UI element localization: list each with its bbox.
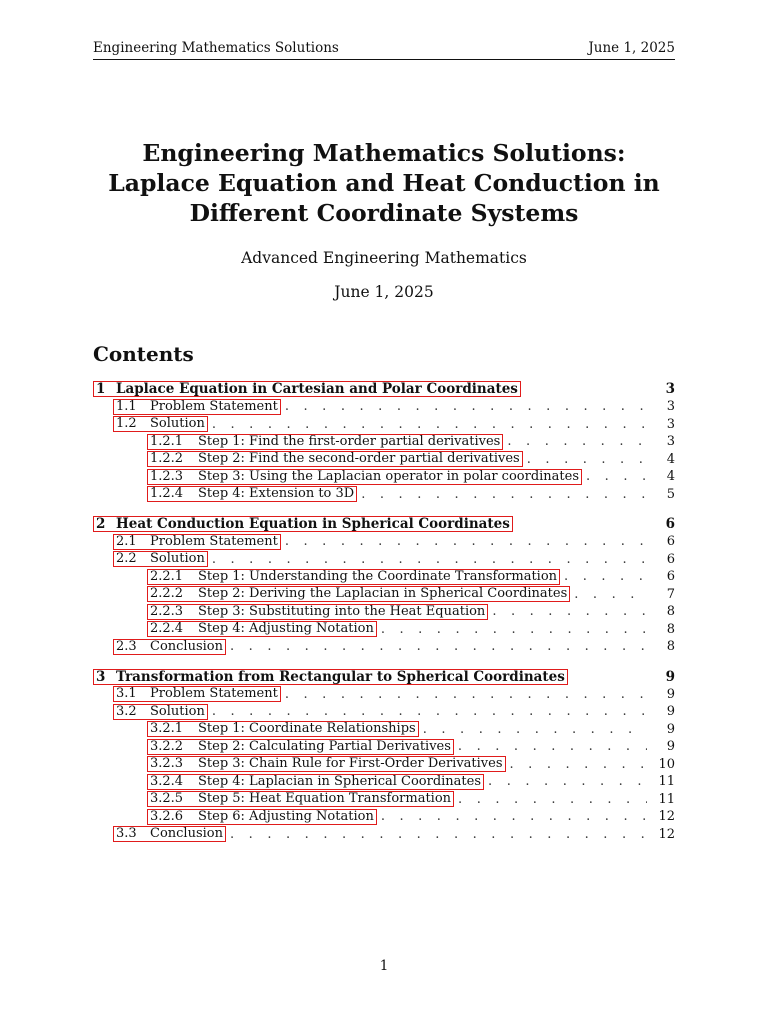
document-date: June 1, 2025 bbox=[334, 283, 434, 301]
dot-leader bbox=[527, 452, 647, 467]
toc-title: Transformation from Rectangular to Spherical Coordinates bbox=[116, 668, 565, 685]
toc-page-number: 5 bbox=[666, 486, 675, 502]
toc-page-number: 9 bbox=[666, 686, 675, 702]
toc-title: Step 3: Chain Rule for First-Order Derivatives bbox=[198, 756, 503, 772]
header-title: Engineering Mathematics Solutions bbox=[93, 40, 339, 56]
toc-page-number: 4 bbox=[666, 451, 675, 467]
toc-number: 3.1 bbox=[116, 686, 137, 702]
toc-number: 1.2.1 bbox=[150, 433, 184, 449]
toc-number: 2.2.1 bbox=[150, 568, 184, 584]
toc-section-entry bbox=[93, 703, 675, 721]
toc-title: Step 4: Adjusting Notation bbox=[198, 621, 374, 637]
toc-page-number: 6 bbox=[665, 516, 675, 532]
toc-section-entry bbox=[93, 638, 675, 656]
document-title bbox=[93, 138, 675, 228]
toc-page-number: 12 bbox=[658, 809, 675, 825]
dot-leader bbox=[564, 569, 647, 584]
toc-number: 3.2 bbox=[116, 703, 137, 719]
toc-page-number: 6 bbox=[666, 534, 675, 550]
dot-leader bbox=[285, 399, 647, 414]
toc-number: 1.2.4 bbox=[150, 486, 184, 502]
toc-link[interactable] bbox=[147, 774, 484, 790]
toc-page-number: 8 bbox=[666, 621, 675, 637]
toc-title: Step 1: Understanding the Coordinate Transformation bbox=[198, 568, 558, 584]
author: Advanced Engineering Mathematics bbox=[241, 249, 527, 267]
toc-link[interactable] bbox=[113, 551, 208, 567]
running-header bbox=[93, 40, 675, 60]
toc-title: Step 1: Coordinate Relationships bbox=[198, 721, 416, 737]
toc-subsection-entry bbox=[93, 773, 675, 791]
header-date: June 1, 2025 bbox=[588, 40, 675, 56]
toc-page-number: 6 bbox=[666, 569, 675, 585]
toc-link[interactable] bbox=[147, 621, 377, 637]
toc-section-entry bbox=[93, 826, 675, 844]
toc-title: Problem Statement bbox=[150, 686, 278, 702]
toc-number: 2.2.4 bbox=[150, 621, 184, 637]
toc-link[interactable] bbox=[113, 686, 281, 702]
toc-page-number: 8 bbox=[666, 639, 675, 655]
toc-link[interactable] bbox=[147, 586, 570, 602]
toc-title: Solution bbox=[150, 703, 205, 719]
toc-page-number: 9 bbox=[666, 721, 675, 737]
toc-page-number: 4 bbox=[666, 469, 675, 485]
toc-number: 3.2.2 bbox=[150, 738, 184, 754]
toc-page-number: 9 bbox=[665, 668, 675, 685]
toc-title: Step 4: Laplacian in Spherical Coordinates bbox=[198, 773, 482, 789]
toc-link[interactable] bbox=[113, 416, 208, 432]
toc-link[interactable] bbox=[147, 486, 357, 502]
toc-title: Step 1: Find the first-order partial derivatives bbox=[198, 433, 501, 449]
dot-leader bbox=[458, 792, 647, 807]
toc-link[interactable] bbox=[147, 569, 560, 585]
toc-section-entry bbox=[93, 416, 675, 434]
dot-leader bbox=[285, 534, 647, 549]
toc-number: 1 bbox=[96, 381, 106, 397]
toc-link[interactable] bbox=[113, 826, 226, 842]
toc-subsection-entry bbox=[93, 621, 675, 639]
contents-heading: Contents bbox=[93, 342, 194, 366]
toc-subsection-entry bbox=[93, 486, 675, 504]
toc-number: 3.2.1 bbox=[150, 721, 184, 737]
toc-link[interactable] bbox=[93, 516, 513, 532]
toc-page-number: 10 bbox=[658, 756, 675, 772]
toc-page-number: 9 bbox=[666, 739, 675, 755]
toc-subsection-entry bbox=[93, 568, 675, 586]
toc-subsection-entry bbox=[93, 451, 675, 469]
toc-page-number: 6 bbox=[666, 551, 675, 567]
dot-leader bbox=[574, 587, 647, 602]
toc-page-number: 3 bbox=[666, 399, 675, 415]
dot-leader bbox=[381, 622, 647, 637]
toc-section-entry bbox=[93, 398, 675, 416]
toc-number: 2.1 bbox=[116, 533, 137, 549]
toc-link[interactable] bbox=[147, 604, 488, 620]
toc-subsection-entry bbox=[93, 791, 675, 809]
toc-link[interactable] bbox=[147, 809, 377, 825]
toc-chapter-entry bbox=[93, 515, 675, 533]
toc-section-entry bbox=[93, 686, 675, 704]
dot-leader bbox=[488, 774, 647, 789]
table-of-contents bbox=[93, 380, 675, 843]
toc-page-number: 11 bbox=[658, 791, 675, 807]
toc-number: 2.2.3 bbox=[150, 603, 184, 619]
dot-leader bbox=[458, 739, 647, 754]
toc-page-number: 12 bbox=[658, 826, 675, 842]
dot-leader bbox=[586, 469, 647, 484]
toc-title: Step 3: Using the Laplacian operator in polar coordinates bbox=[198, 468, 580, 484]
toc-title: Laplace Equation in Cartesian and Polar Coordinates bbox=[116, 381, 518, 397]
toc-number: 2.3 bbox=[116, 638, 137, 654]
toc-number: 1.2.3 bbox=[150, 468, 184, 484]
toc-number: 3.2.6 bbox=[150, 808, 184, 824]
toc-title: Step 2: Deriving the Laplacian in Spherical Coordinates bbox=[198, 586, 568, 602]
toc-title: Heat Conduction Equation in Spherical Coordinates bbox=[116, 516, 510, 532]
title-line: Engineering Mathematics Solutions: bbox=[142, 139, 626, 167]
toc-subsection-entry bbox=[93, 433, 675, 451]
toc-title: Step 2: Find the second-order partial derivatives bbox=[198, 451, 520, 467]
toc-section-entry bbox=[93, 533, 675, 551]
toc-page-number: 3 bbox=[665, 381, 675, 397]
toc-page-number: 3 bbox=[666, 416, 675, 432]
toc-number: 1.2.2 bbox=[150, 451, 184, 467]
toc-chapter-entry bbox=[93, 380, 675, 398]
toc-link[interactable] bbox=[113, 639, 226, 655]
title-block bbox=[93, 138, 675, 301]
toc-title: Step 5: Heat Equation Transformation bbox=[198, 791, 452, 807]
toc-link[interactable] bbox=[93, 381, 521, 397]
dot-leader bbox=[361, 487, 647, 502]
toc-link[interactable] bbox=[147, 739, 454, 755]
toc-link[interactable] bbox=[147, 721, 419, 737]
toc-subsection-entry bbox=[93, 721, 675, 739]
dot-leader bbox=[381, 809, 647, 824]
toc-link[interactable] bbox=[113, 704, 208, 720]
toc-title: Step 4: Extension to 3D bbox=[198, 486, 355, 502]
dot-leader bbox=[230, 827, 647, 842]
toc-number: 2.2 bbox=[116, 551, 137, 567]
toc-number: 3.2.4 bbox=[150, 773, 184, 789]
toc-number: 3 bbox=[96, 668, 106, 685]
toc-number: 1.1 bbox=[116, 398, 137, 414]
toc-subsection-entry bbox=[93, 586, 675, 604]
toc-subsection-entry bbox=[93, 808, 675, 826]
dot-leader bbox=[230, 639, 647, 654]
toc-title: Step 6: Adjusting Notation bbox=[198, 808, 374, 824]
toc-title: Conclusion bbox=[150, 638, 223, 654]
toc-number: 3.2.3 bbox=[150, 756, 184, 772]
toc-subsection-entry bbox=[93, 603, 675, 621]
toc-number: 1.2 bbox=[116, 416, 137, 432]
dot-leader bbox=[423, 722, 647, 737]
toc-subsection-entry bbox=[93, 468, 675, 486]
toc-page-number: 3 bbox=[666, 434, 675, 450]
toc-number: 2.2.2 bbox=[150, 586, 184, 602]
toc-page-number: 8 bbox=[666, 604, 675, 620]
toc-title: Solution bbox=[150, 551, 205, 567]
dot-leader bbox=[212, 552, 647, 567]
title-line: Different Coordinate Systems bbox=[189, 199, 579, 227]
toc-title: Step 3: Substituting into the Heat Equation bbox=[198, 603, 486, 619]
toc-chapter-entry bbox=[93, 668, 675, 686]
toc-page-number: 7 bbox=[666, 586, 675, 602]
toc-page-number: 9 bbox=[666, 704, 675, 720]
dot-leader bbox=[507, 434, 647, 449]
toc-link[interactable] bbox=[147, 469, 582, 485]
page-number: 1 bbox=[379, 958, 389, 974]
toc-link[interactable] bbox=[93, 669, 568, 685]
dot-leader bbox=[212, 417, 647, 432]
toc-link[interactable] bbox=[147, 434, 503, 450]
toc-title: Problem Statement bbox=[150, 398, 278, 414]
toc-number: 2 bbox=[96, 516, 106, 532]
toc-page-number: 11 bbox=[658, 774, 675, 790]
toc-number: 3.3 bbox=[116, 826, 137, 842]
title-line: Laplace Equation and Heat Conduction in bbox=[108, 169, 660, 197]
toc-subsection-entry bbox=[93, 756, 675, 774]
toc-link[interactable] bbox=[147, 451, 523, 467]
dot-leader bbox=[510, 757, 647, 772]
dot-leader bbox=[492, 604, 647, 619]
toc-link[interactable] bbox=[147, 756, 506, 772]
dot-leader bbox=[212, 704, 647, 719]
toc-title: Problem Statement bbox=[150, 533, 278, 549]
dot-leader bbox=[285, 687, 647, 702]
toc-subsection-entry bbox=[93, 738, 675, 756]
toc-section-entry bbox=[93, 551, 675, 569]
toc-link[interactable] bbox=[113, 399, 281, 415]
toc-number: 3.2.5 bbox=[150, 791, 184, 807]
toc-title: Solution bbox=[150, 416, 205, 432]
toc-title: Step 2: Calculating Partial Derivatives bbox=[198, 738, 451, 754]
toc-link[interactable] bbox=[147, 791, 454, 807]
toc-title: Conclusion bbox=[150, 826, 223, 842]
toc-link[interactable] bbox=[113, 534, 281, 550]
